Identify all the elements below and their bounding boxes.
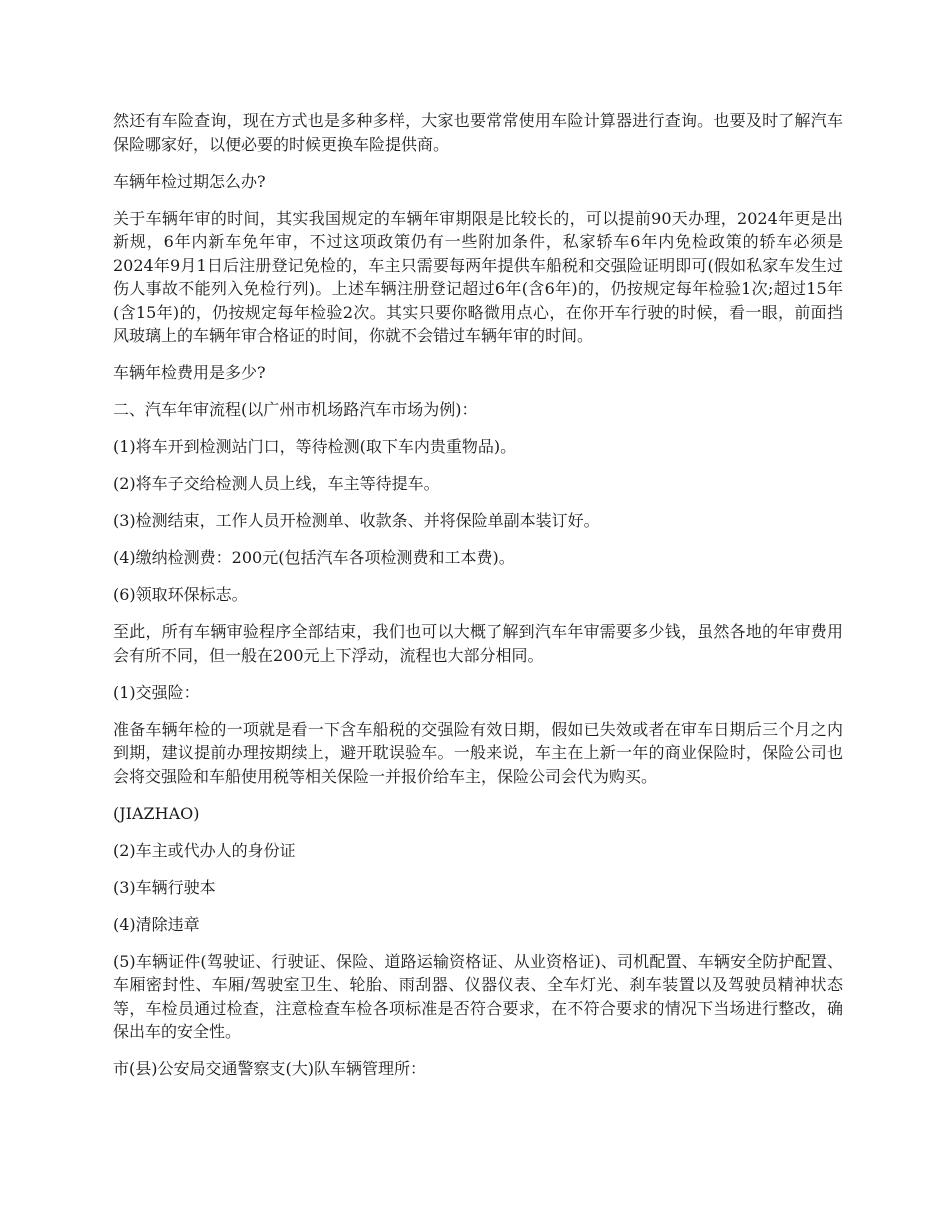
paragraph: 然还有车险查询，现在方式也是多种多样，大家也要常常使用车险计算器进行查询。也要及时了解汽车保险哪家好，以便必要的时候更换车险提供商。 bbox=[113, 111, 843, 154]
list-item: (3)检测结束，工作人员开检测单、收款条、并将保险单副本装订好。 bbox=[113, 511, 600, 530]
section-heading: 车辆年检费用是多少? bbox=[113, 363, 266, 382]
paragraph: (JIAZHAO) bbox=[113, 803, 200, 823]
section-heading: 车辆年检过期怎么办? bbox=[113, 171, 266, 191]
list-item: (2)车主或代办人的身份证 bbox=[113, 840, 296, 860]
list-item: (5)车辆证件(驾驶证、行驶证、保险、道路运输资格证、从业资格证)、司机配置、车辆安全防护配置、车厢密封性、车厢/驾驶室卫生、轮胎、雨刮器、仪器仪表、全车灯光、刹车装置以及驾驶员精神状态等，车检员通过检查，注意检查车检各项标准是否符合要求，在不符合要求的情况下当场进行整改，确保出车的安全性。 bbox=[113, 951, 843, 1041]
section-heading: 二、汽车年审流程(以广州市机场路汽车市场为例)： bbox=[113, 400, 478, 419]
paragraph: 关于车辆年审的时间，其实我国规定的车辆年审期限是比较长的，可以提前90天办理，2024年更是出新规，6年内新车免年审，不过这项政策仍有一些附加条件，私家轿车6年内免检政策的轿车必须是2024年9月1日后注册登记免检的，车主只需要每两年提供车船税和交强险证明即可(假如私家车发生过伤人事故不能列入免检行列)。上述车辆注册登记超过6年(含6年)的，仍按规定每年检验1次;超过15年(含15年)的，仍按规定每年检验2次。其实只要你略微用点心，在你开车行驶的时候，看一眼，前面挡风玻璃上的车辆年审合格证的时间，你就不会错过车辆年审的时间。 bbox=[113, 208, 843, 345]
list-item: (2)将车子交给检测人员上线，车主等待提车。 bbox=[113, 474, 440, 493]
paragraph: 市(县)公安局交通警察支(大)队车辆管理所： bbox=[113, 1059, 426, 1078]
document-body bbox=[113, 109, 843, 1094]
list-item: (6)领取环保标志。 bbox=[113, 585, 248, 604]
list-item: (4)缴纳检测费：200元(包括汽车各项检测费和工本费)。 bbox=[113, 548, 515, 567]
list-item: (3)车辆行驶本 bbox=[113, 877, 216, 897]
list-item: (4)清除违章 bbox=[113, 914, 200, 934]
list-item: (1)交强险： bbox=[113, 682, 200, 702]
paragraph: 至此，所有车辆审验程序全部结束，我们也可以大概了解到汽车年审需要多少钱，虽然各地的年审费用会有所不同，但一般在200元上下浮动，流程也大部分相同。 bbox=[113, 622, 843, 665]
list-item: (1)将车开到检测站门口，等待检测(取下车内贵重物品)。 bbox=[113, 437, 517, 456]
paragraph: 准备车辆年检的一项就是看一下含车船税的交强险有效日期，假如已失效或者在审车日期后三个月之内到期，建议提前办理按期续上，避开耽误验车。一般来说，车主在上新一年的商业保险时，保险公司也会将交强险和车船使用税等相关保险一并报价给车主，保险公司会代为购买。 bbox=[113, 719, 843, 786]
